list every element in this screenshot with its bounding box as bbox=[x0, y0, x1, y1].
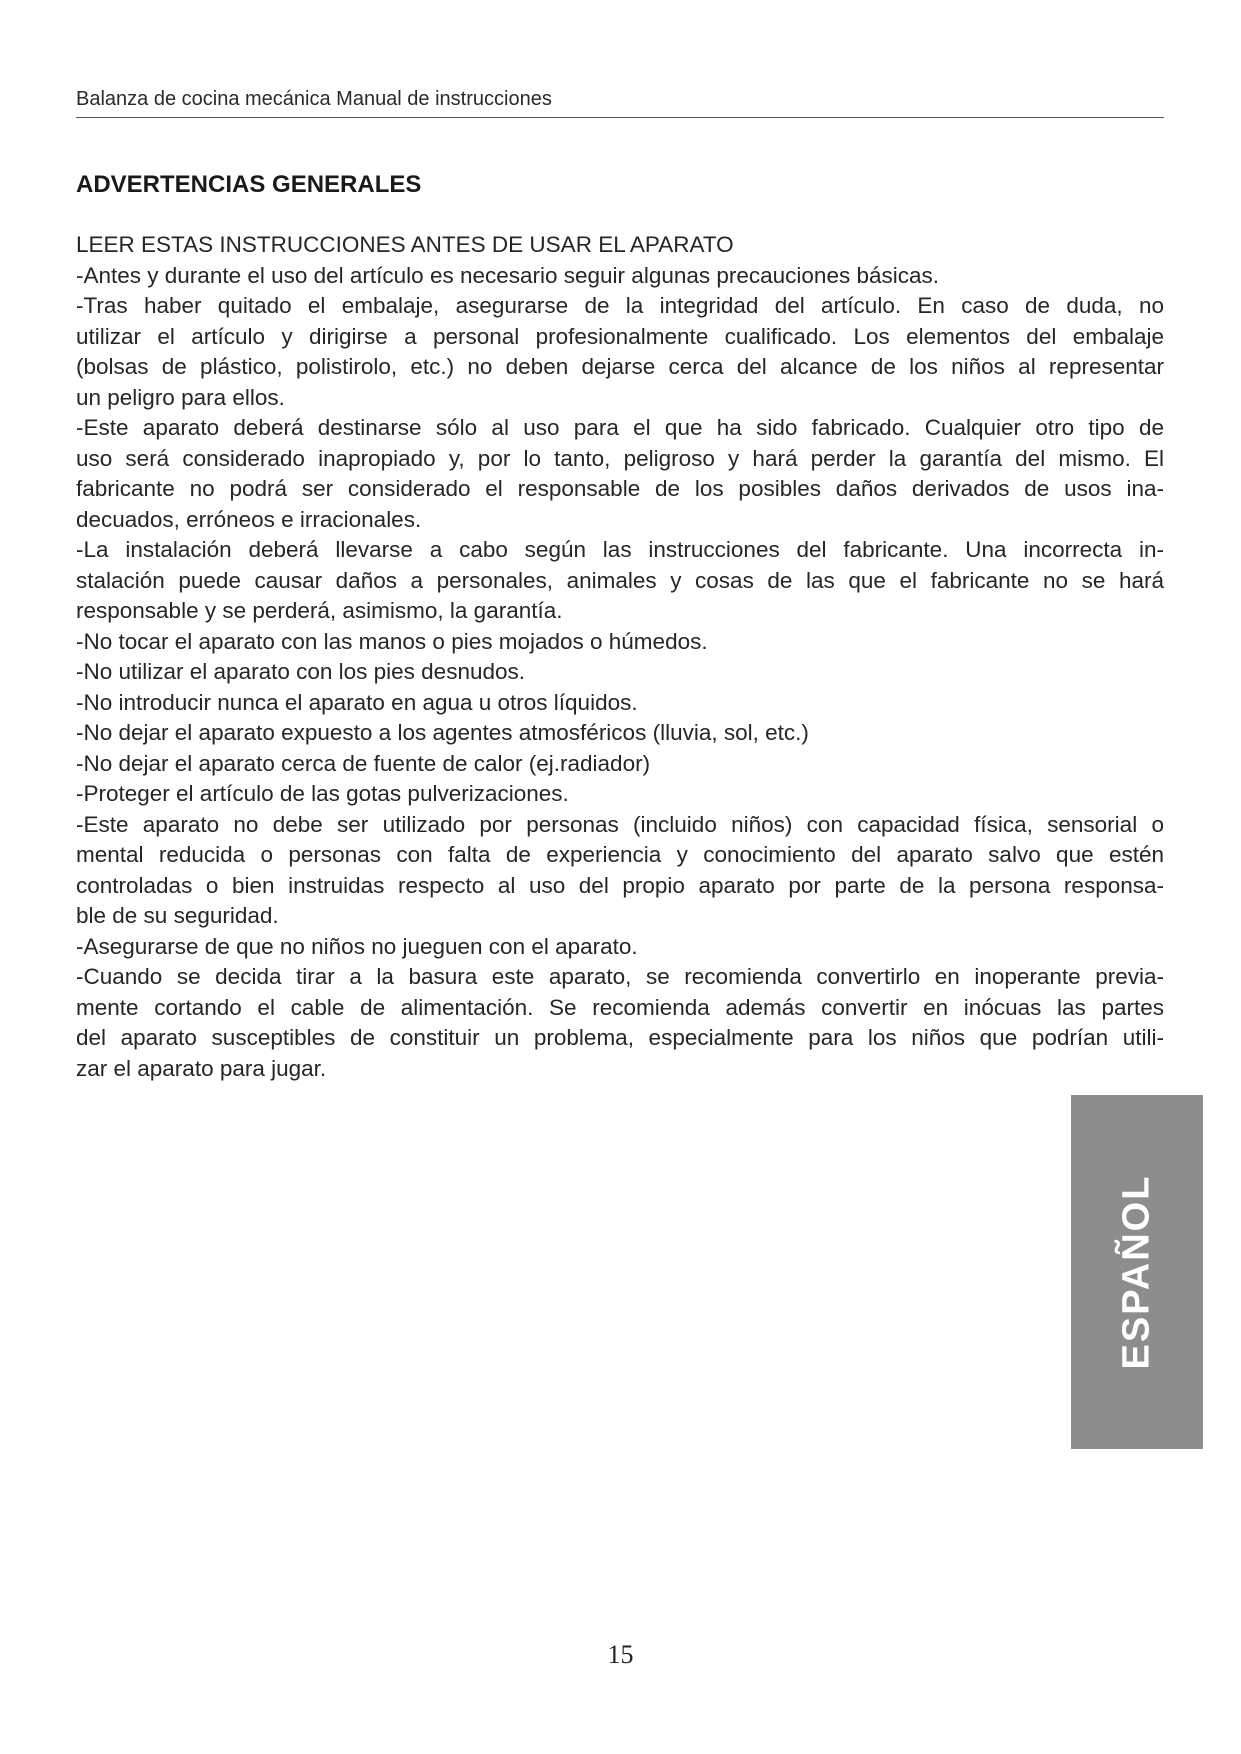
body-line: ble de su seguridad. bbox=[76, 903, 279, 928]
body-line: -Proteger el artículo de las gotas pulverizaciones. bbox=[76, 781, 569, 806]
header-title: Balanza de cocina mecánica Manual de instrucciones bbox=[76, 88, 552, 110]
body-line: decuados, erróneos e irracionales. bbox=[76, 506, 422, 532]
body-line: fabricante no podrá ser considerado el responsable de los posibles daños derivados de usos ina- bbox=[76, 476, 1164, 501]
body-line: -No dejar el aparato cerca de fuente de calor (ej.radiador) bbox=[76, 750, 651, 776]
body-line: uso será considerado inapropiado y, por lo tanto, peligroso y hará perder la garantía del mismo. El bbox=[76, 445, 1164, 471]
body-line: -Asegurarse de que no niños no jueguen con el aparato. bbox=[76, 933, 638, 959]
language-tab bbox=[1071, 1095, 1203, 1449]
body-line: -Cuando se decida tirar a la basura este aparato, se recomienda convertirlo en inoperante previa- bbox=[76, 964, 1164, 989]
body-line: -Tras haber quitado el embalaje, asegurarse de la integridad del artículo. En caso de duda, no bbox=[76, 293, 1164, 318]
body-line: -La instalación deberá llevarse a cabo según las instrucciones del fabricante. Una incorrecta in- bbox=[76, 537, 1164, 562]
body-line: controladas o bien instruidas respecto al uso del propio aparato por parte de la persona responsa- bbox=[76, 872, 1164, 898]
body-line: stalación puede causar daños a personales, animales y cosas de las que el fabricante no se hará bbox=[76, 567, 1164, 593]
language-tab-label: ESPAÑOL bbox=[1115, 1174, 1158, 1370]
body-line: -No introducir nunca el aparato en agua u otros líquidos. bbox=[76, 689, 638, 715]
section-heading: ADVERTENCIAS GENERALES bbox=[76, 171, 422, 198]
body-line: mental reducida o personas con falta de experiencia y conocimiento del aparato salvo que estén bbox=[76, 842, 1164, 867]
body-line: (bolsas de plástico, polistirolo, etc.) no deben dejarse cerca del alcance de los niños al representar bbox=[76, 354, 1164, 379]
body-line: zar el aparato para jugar. bbox=[76, 1055, 327, 1081]
body-line: utilizar el artículo y dirigirse a personal profesionalmente cualificado. Los elementos del embalaje bbox=[76, 323, 1164, 349]
body-line: un peligro para ellos. bbox=[76, 384, 285, 410]
body-line: -Antes y durante el uso del artículo es necesario seguir algunas precauciones básicas. bbox=[76, 262, 939, 288]
body-line: del aparato susceptibles de constituir un problema, especialmente para los niños que podrían utili- bbox=[76, 1025, 1164, 1050]
body-line: -Este aparato deberá destinarse sólo al uso para el que ha sido fabricado. Cualquier otro tipo de bbox=[76, 415, 1164, 440]
body-line: -No utilizar el aparato con los pies desnudos. bbox=[76, 659, 526, 684]
body-line: LEER ESTAS INSTRUCCIONES ANTES DE USAR EL APARATO bbox=[76, 232, 734, 257]
body-line: -Este aparato no debe ser utilizado por personas (incluido niños) con capacidad física, sensorial o bbox=[76, 811, 1164, 837]
body-line: -No tocar el aparato con las manos o pies mojados o húmedos. bbox=[76, 628, 708, 654]
body-line: -No dejar el aparato expuesto a los agentes atmosféricos (lluvia, sol, etc.) bbox=[76, 720, 809, 745]
body-line: responsable y se perderá, asimismo, la garantía. bbox=[76, 598, 563, 623]
warnings-body bbox=[76, 230, 1164, 1084]
page-number: 15 bbox=[607, 1640, 634, 1669]
body-line: mente cortando el cable de alimentación. Se recomienda además convertir en inócuas las partes bbox=[76, 994, 1164, 1020]
page-header bbox=[76, 87, 1164, 118]
